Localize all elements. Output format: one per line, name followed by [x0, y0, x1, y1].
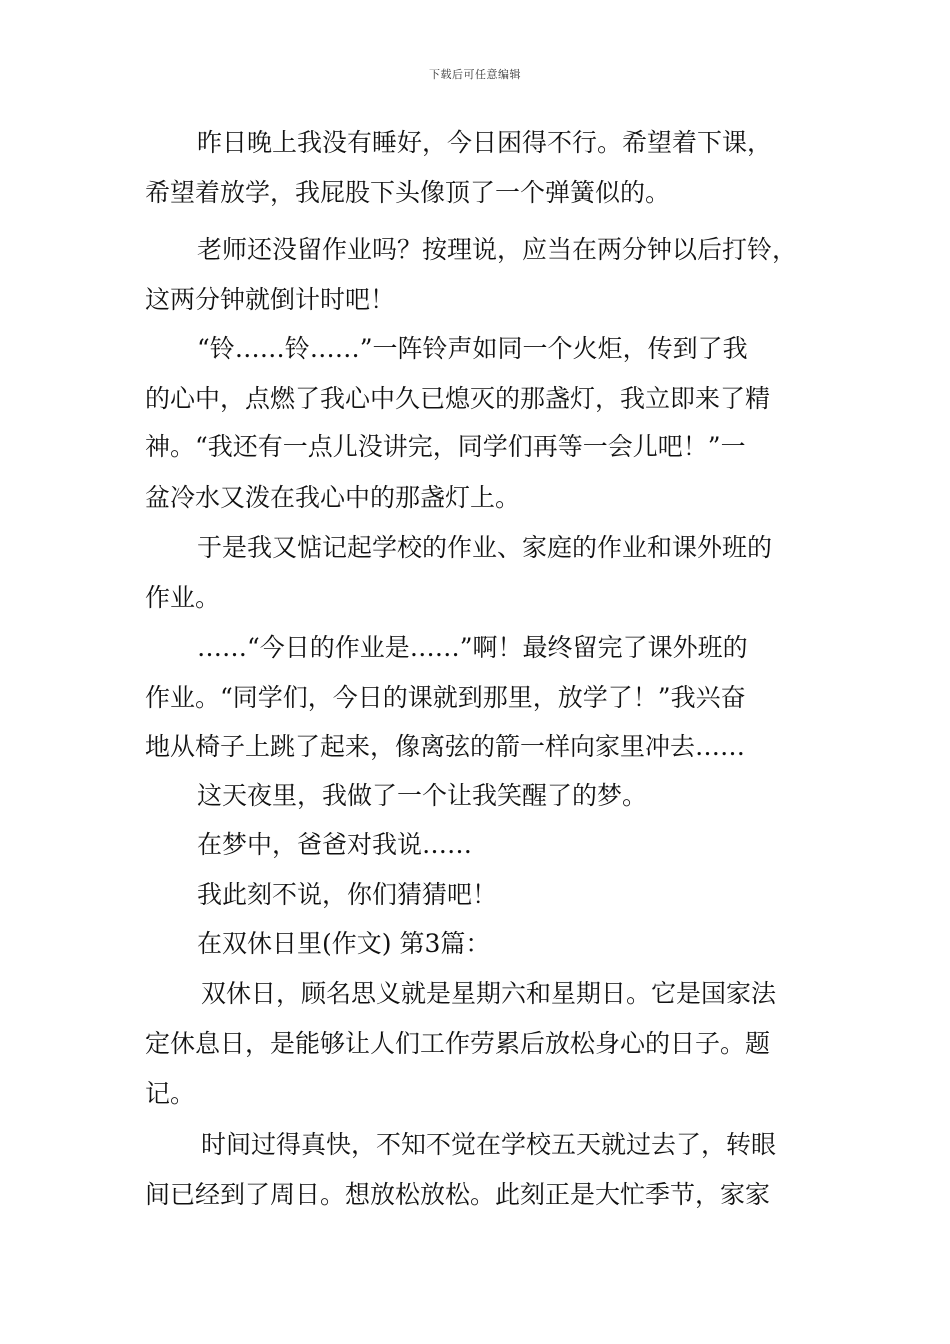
text-line: 时间过得真快，不知不觉在学校五天就过去了，转眼 — [201, 1130, 777, 1159]
text-line: 这天夜里，我做了一个让我笑醒了的梦。 — [197, 781, 648, 810]
page-header: 下载后可任意编辑 — [429, 68, 521, 81]
text-line: 盆冷水又泼在我心中的那盏灯上。 — [145, 483, 521, 512]
text-line: 希望着放学，我屁股下头像顶了一个弹簧似的。 — [145, 178, 671, 207]
text-line: 间已经到了周日。想放松放松。此刻正是大忙季节，家家 — [145, 1180, 771, 1209]
text-line: 我此刻不说，你们猜猜吧！ — [197, 880, 498, 909]
text-line: 作业。“同学们，今日的课就到那里，放学了！”我兴奋 — [145, 683, 746, 712]
text-line: 这两分钟就倒计时吧！ — [145, 285, 396, 314]
text-line: ……“今日的作业是……”啊！最终留完了课外班的 — [197, 633, 748, 662]
text-line: 作业。 — [145, 583, 221, 612]
text-line: 神。“我还有一点儿没讲完，同学们再等一会儿吧！”一 — [145, 432, 746, 461]
text-line: 于是我又惦记起学校的作业、家庭的作业和课外班的 — [197, 533, 773, 562]
text-line: “铃……铃……”一阵铃声如同一个火炬，传到了我 — [197, 334, 748, 363]
section-heading: 在双休日里(作文) 第3篇： — [197, 929, 491, 958]
text-line: 老师还没留作业吗？按理说，应当在两分钟以后打铃， — [197, 235, 798, 264]
text-line: 的心中，点燃了我心中久已熄灭的那盏灯，我立即来了精 — [145, 384, 771, 413]
text-line: 双休日，顾名思义就是星期六和星期日。它是国家法 — [201, 979, 777, 1008]
text-line: 在梦中，爸爸对我说…… — [197, 830, 473, 859]
text-line: 地从椅子上跳了起来，像离弦的箭一样向家里冲去…… — [145, 732, 746, 761]
text-line: 昨日晚上我没有睡好，今日困得不行。希望着下课， — [197, 128, 773, 157]
text-line: 记。 — [145, 1079, 196, 1108]
text-line: 定休息日，是能够让人们工作劳累后放松身心的日子。题 — [145, 1029, 771, 1058]
